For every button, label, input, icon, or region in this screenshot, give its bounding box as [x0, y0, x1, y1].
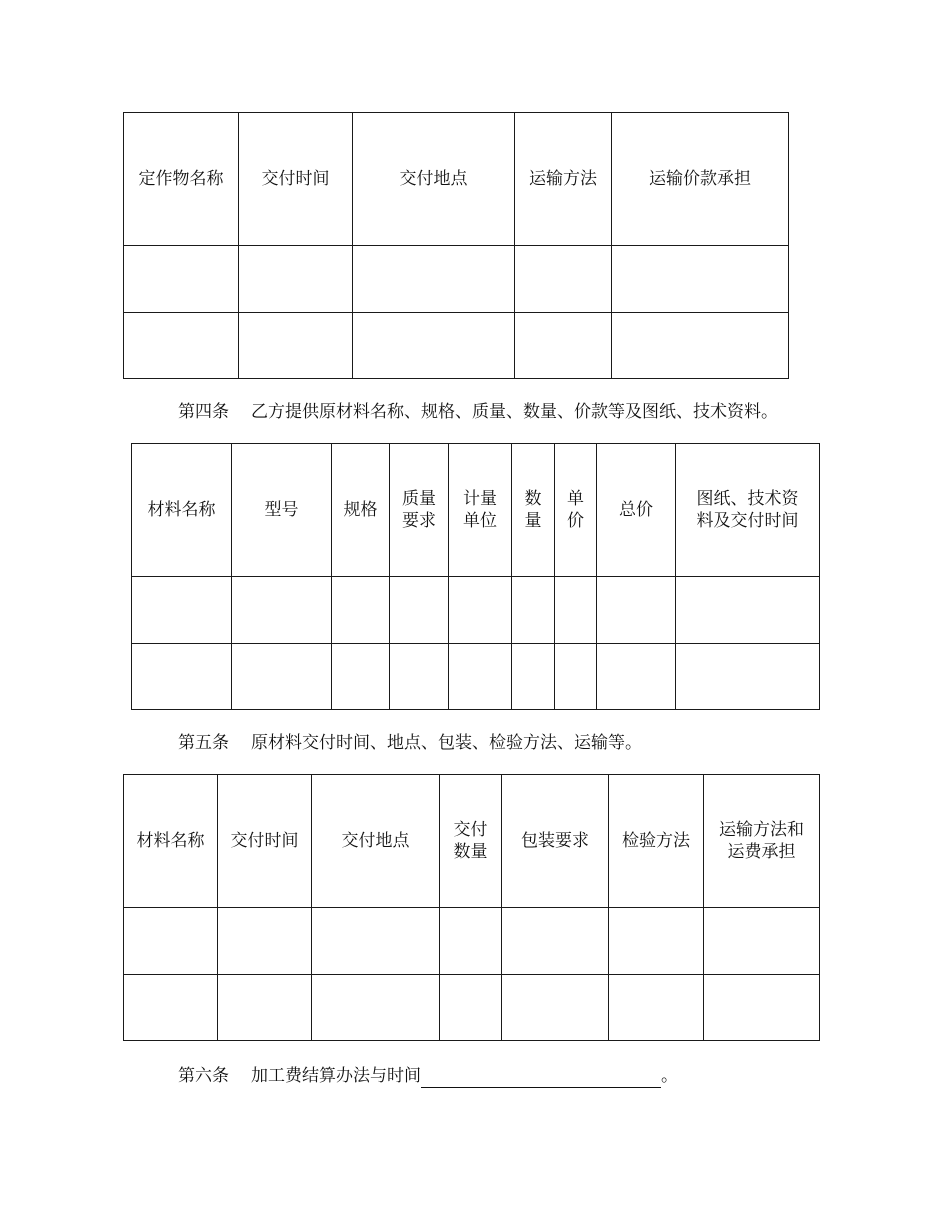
empty-cell[interactable] — [704, 908, 820, 975]
empty-cell[interactable] — [609, 908, 704, 975]
materials-table — [131, 443, 820, 710]
header-cell: 计量 单位 — [449, 444, 512, 577]
empty-cell[interactable] — [312, 908, 440, 975]
empty-cell[interactable] — [555, 644, 597, 710]
empty-cell[interactable] — [239, 246, 353, 313]
table-header-row — [132, 444, 820, 577]
empty-cell[interactable] — [124, 246, 239, 313]
empty-cell[interactable] — [609, 975, 704, 1041]
table-row — [124, 975, 820, 1041]
article-six — [178, 1064, 678, 1088]
empty-cell[interactable] — [612, 246, 789, 313]
empty-cell[interactable] — [218, 908, 312, 975]
table-header-row — [124, 113, 789, 246]
article-five — [178, 731, 642, 755]
empty-cell[interactable] — [239, 313, 353, 379]
empty-cell[interactable] — [132, 577, 232, 644]
header-cell: 交付 数量 — [440, 775, 502, 908]
header-cell: 材料名称 — [124, 775, 218, 908]
empty-cell[interactable] — [515, 313, 612, 379]
empty-cell[interactable] — [332, 577, 390, 644]
empty-cell[interactable] — [232, 644, 332, 710]
empty-cell[interactable] — [502, 975, 609, 1041]
table-header-row — [124, 775, 820, 908]
empty-cell[interactable] — [676, 644, 820, 710]
article-label: 第四条 — [178, 402, 229, 422]
empty-cell[interactable] — [312, 975, 440, 1041]
empty-cell[interactable] — [449, 644, 512, 710]
header-cell: 定作物名称 — [124, 113, 239, 246]
article-label: 第六条 — [178, 1066, 229, 1086]
article-text: 加工费结算办法与时间 — [251, 1066, 421, 1086]
empty-cell[interactable] — [676, 577, 820, 644]
header-cell: 交付地点 — [312, 775, 440, 908]
empty-cell[interactable] — [597, 577, 676, 644]
empty-cell[interactable] — [353, 246, 515, 313]
article-label: 第五条 — [178, 733, 229, 753]
empty-cell[interactable] — [704, 975, 820, 1041]
empty-cell[interactable] — [390, 644, 449, 710]
empty-cell[interactable] — [440, 975, 502, 1041]
empty-cell[interactable] — [218, 975, 312, 1041]
table-row — [132, 644, 820, 710]
fill-in-blank[interactable] — [421, 1069, 661, 1088]
header-cell: 单 价 — [555, 444, 597, 577]
header-cell: 检验方法 — [609, 775, 704, 908]
delivery-table — [123, 112, 789, 379]
empty-cell[interactable] — [440, 908, 502, 975]
empty-cell[interactable] — [332, 644, 390, 710]
table-row — [124, 246, 789, 313]
empty-cell[interactable] — [124, 313, 239, 379]
header-cell: 图纸、技术资 料及交付时间 — [676, 444, 820, 577]
empty-cell[interactable] — [390, 577, 449, 644]
header-cell: 交付时间 — [218, 775, 312, 908]
article-four — [178, 400, 778, 424]
header-cell: 型号 — [232, 444, 332, 577]
header-cell: 材料名称 — [132, 444, 232, 577]
table-row — [124, 313, 789, 379]
header-cell: 质量 要求 — [390, 444, 449, 577]
header-cell: 总价 — [597, 444, 676, 577]
empty-cell[interactable] — [124, 908, 218, 975]
table-row — [132, 577, 820, 644]
empty-cell[interactable] — [597, 644, 676, 710]
empty-cell[interactable] — [353, 313, 515, 379]
empty-cell[interactable] — [132, 644, 232, 710]
header-cell: 包装要求 — [502, 775, 609, 908]
empty-cell[interactable] — [502, 908, 609, 975]
header-cell: 交付地点 — [353, 113, 515, 246]
table-row — [124, 908, 820, 975]
empty-cell[interactable] — [512, 577, 555, 644]
article-text: 原材料交付时间、地点、包装、检验方法、运输等。 — [251, 733, 642, 753]
empty-cell[interactable] — [555, 577, 597, 644]
empty-cell[interactable] — [232, 577, 332, 644]
article-text: 乙方提供原材料名称、规格、质量、数量、价款等及图纸、技术资料。 — [251, 402, 778, 422]
header-cell: 交付时间 — [239, 113, 353, 246]
empty-cell[interactable] — [449, 577, 512, 644]
empty-cell[interactable] — [512, 644, 555, 710]
article-suffix: 。 — [661, 1066, 678, 1086]
empty-cell[interactable] — [124, 975, 218, 1041]
empty-cell[interactable] — [515, 246, 612, 313]
header-cell: 运输方法和 运费承担 — [704, 775, 820, 908]
empty-cell[interactable] — [612, 313, 789, 379]
header-cell: 数 量 — [512, 444, 555, 577]
header-cell: 运输方法 — [515, 113, 612, 246]
header-cell: 运输价款承担 — [612, 113, 789, 246]
material-delivery-table — [123, 774, 820, 1041]
header-cell: 规格 — [332, 444, 390, 577]
